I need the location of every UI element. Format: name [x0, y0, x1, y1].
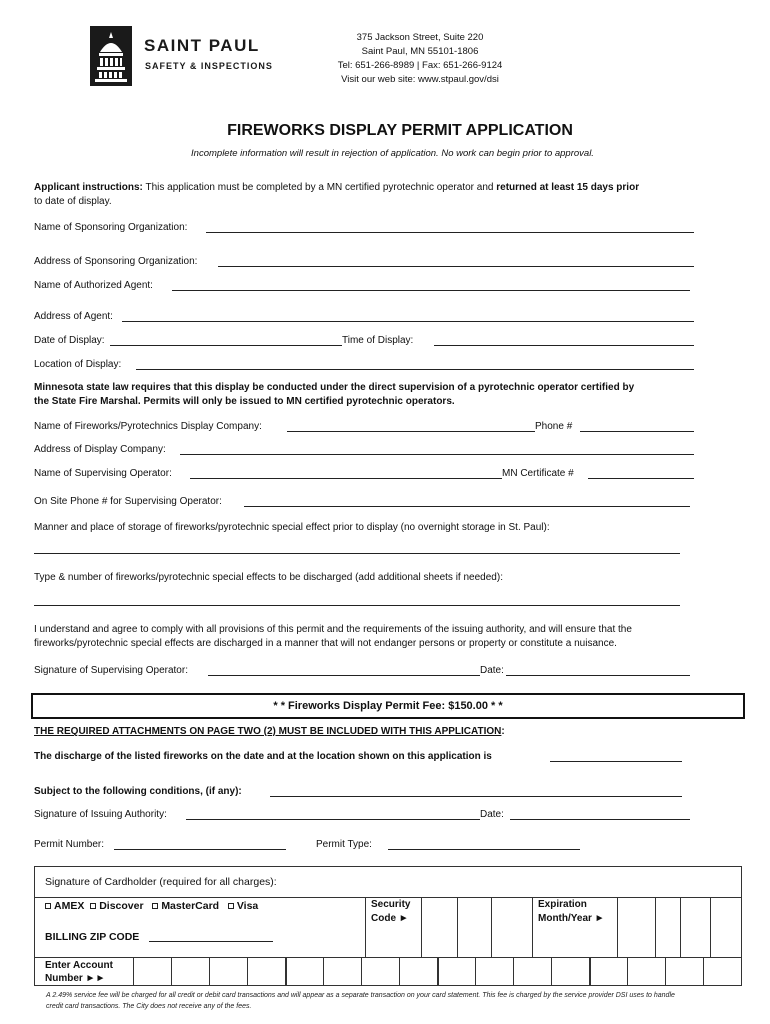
security-code-cell[interactable] [421, 897, 422, 957]
account-number-cell[interactable] [513, 957, 514, 985]
account-number-cell[interactable] [323, 957, 324, 985]
discharge-field[interactable] [550, 761, 682, 762]
company-address-field[interactable] [180, 454, 694, 455]
checkbox-icon [90, 903, 96, 909]
service-fee-footnote-2: credit card transactions. The City does not receive any of the fees. [46, 1003, 252, 1010]
company-name-field[interactable] [287, 431, 535, 432]
agent-name-label: Name of Authorized Agent: [34, 280, 153, 291]
sponsoring-addr-label: Address of Sponsoring Organization: [34, 256, 198, 267]
account-number-cell[interactable] [437, 957, 439, 985]
agreement-text: I understand and agree to comply with all provisions of this permit and the requirements of the issuing authority, and will ensure that the [34, 624, 632, 635]
agent-name-field[interactable] [172, 290, 690, 291]
cardholder-signature-label: Signature of Cardholder (required for all charges): [45, 876, 277, 888]
credit-card-box [34, 866, 742, 986]
type-number-field[interactable] [34, 605, 680, 606]
company-name-label: Name of Fireworks/Pyrotechnics Display Company: [34, 421, 262, 432]
account-number-cell[interactable] [133, 957, 134, 985]
sponsoring-addr-field[interactable] [218, 266, 694, 267]
address-line: 375 Jackson Street, Suite 220 [356, 32, 484, 43]
expiration-cell[interactable] [617, 897, 618, 957]
state-law-text: Minnesota state law requires that this display be conducted under the direct supervision of a pyrotechnic operator certified by [34, 382, 635, 393]
agent-addr-field[interactable] [122, 321, 694, 322]
permit-type-label: Permit Type: [316, 839, 372, 850]
mastercard-option[interactable] [152, 900, 219, 912]
expiration-label-2: Month/Year ► [538, 913, 605, 924]
sponsoring-org-label: Name of Sponsoring Organization: [34, 222, 188, 233]
location-display-field[interactable] [136, 369, 694, 370]
billing-zip-field[interactable] [149, 941, 273, 942]
sponsoring-org-field[interactable] [206, 232, 694, 233]
card-type-options [45, 899, 258, 913]
org-subtitle: SAFETY & INSPECTIONS [145, 61, 273, 71]
security-code-cell[interactable] [491, 897, 492, 957]
company-phone-label: Phone # [535, 421, 573, 432]
discover-option[interactable] [90, 900, 143, 912]
permit-number-field[interactable] [114, 849, 286, 850]
checkbox-icon [45, 903, 51, 909]
attachments-text: THE REQUIRED ATTACHMENTS ON PAGE TWO (2) MUST BE INCLUDED WITH THIS APPLICATION [34, 726, 502, 737]
account-number-cell[interactable] [285, 957, 287, 985]
account-number-cell[interactable] [665, 957, 666, 985]
company-address-label: Address of Display Company: [34, 444, 166, 455]
org-name: SAINT PAUL [144, 36, 260, 55]
divider [365, 897, 366, 957]
account-number-cell[interactable] [703, 957, 704, 985]
signature-operator-label: Signature of Supervising Operator: [34, 665, 188, 676]
visa-label: Visa [236, 900, 259, 912]
security-code-cell[interactable] [457, 897, 458, 957]
storage-label: Manner and place of storage of fireworks/pyrotechnic special effect prior to display (no overnight storage in St. Paul): [34, 522, 550, 533]
amex-option[interactable] [45, 900, 84, 912]
mn-cert-field[interactable] [588, 478, 694, 479]
attachments-notice [34, 725, 505, 739]
signature-operator-field[interactable] [208, 675, 480, 676]
type-number-label: Type & number of fireworks/pyrotechnic special effects to be discharged (add additional sheets if needed): [34, 572, 503, 583]
account-number-cell[interactable] [475, 957, 476, 985]
storage-field[interactable] [34, 553, 680, 554]
website-line: Visit our web site: www.stpaul.gov/dsi [341, 74, 499, 85]
security-code-label-2: Code ► [371, 913, 409, 924]
date-field[interactable] [506, 675, 690, 676]
mastercard-label: MasterCard [161, 900, 220, 912]
page-title: FIREWORKS DISPLAY PERMIT APPLICATION [227, 122, 573, 139]
conditions-field[interactable] [270, 796, 682, 797]
instructions-bold: returned at least 15 days prior [496, 182, 640, 193]
account-number-cell[interactable] [171, 957, 172, 985]
date-label-2: Date: [480, 809, 504, 820]
time-display-label: Time of Display: [342, 335, 414, 346]
mn-cert-label: MN Certificate # [502, 468, 574, 479]
operator-field[interactable] [190, 478, 502, 479]
time-display-field[interactable] [434, 345, 694, 346]
date-display-label: Date of Display: [34, 335, 105, 346]
account-number-cell[interactable] [627, 957, 628, 985]
agreement-text-2: fireworks/pyrotechnic special effects are discharged in a manner that will not endanger persons or property or constitute a nuisance. [34, 638, 617, 649]
divider [532, 897, 533, 957]
page-subtitle: Incomplete information will result in rejection of application. No work can begin prior to approval. [191, 148, 594, 159]
location-display-label: Location of Display: [34, 359, 122, 370]
instructions-text: This application must be completed by a MN certified pyrotechnic operator and [142, 182, 497, 193]
discover-label: Discover [99, 900, 144, 912]
account-number-cell[interactable] [361, 957, 362, 985]
permit-fee-box: * * Fireworks Display Permit Fee: $150.00 * * [31, 693, 745, 719]
permit-type-field[interactable] [388, 849, 580, 850]
state-law-text-2: the State Fire Marshal. Permits will only be issued to MN certified pyrotechnic operators. [34, 396, 455, 407]
account-number-cell[interactable] [209, 957, 210, 985]
billing-zip-label: BILLING ZIP CODE [45, 931, 140, 943]
permit-number-label: Permit Number: [34, 839, 105, 850]
service-fee-footnote: A 2.49% service fee will be charged for all credit or debit card transactions and will appear as a separate transaction on your card statement. This fee is charged by the service provider DSI uses to handle [46, 992, 675, 999]
expiration-cell[interactable] [655, 897, 656, 957]
checkbox-icon [228, 903, 234, 909]
checkbox-icon [152, 903, 158, 909]
divider [35, 957, 741, 958]
onsite-phone-label: On Site Phone # for Supervising Operator: [34, 496, 222, 507]
enter-account-label-2: Number ►► [45, 973, 106, 984]
date-label: Date: [480, 665, 504, 676]
visa-option[interactable] [228, 900, 258, 912]
account-number-cell[interactable] [551, 957, 552, 985]
date-display-field[interactable] [110, 345, 342, 346]
expiration-cell[interactable] [710, 897, 711, 957]
expiration-label: Expiration [538, 899, 587, 910]
conditions-label: Subject to the following conditions, (if any): [34, 786, 242, 797]
account-number-cell[interactable] [589, 957, 591, 985]
phone-fax-line: Tel: 651-266-8989 | Fax: 651-266-9124 [337, 60, 503, 71]
instructions-text-2: to date of display. [34, 196, 112, 207]
company-phone-field[interactable] [580, 431, 694, 432]
account-number-cell[interactable] [399, 957, 400, 985]
instructions-label: Applicant instructions: [34, 182, 143, 193]
address-line: Saint Paul, MN 55101-1806 [361, 46, 479, 57]
saint-paul-logo [90, 26, 132, 86]
date-field-2[interactable] [510, 819, 690, 820]
account-number-cell[interactable] [247, 957, 248, 985]
sig-issuing-field[interactable] [186, 819, 480, 820]
discharge-label: The discharge of the listed fireworks on the date and at the location shown on this application is [34, 751, 492, 762]
operator-label: Name of Supervising Operator: [34, 468, 172, 479]
attachments-colon: : [501, 726, 505, 737]
agent-addr-label: Address of Agent: [34, 311, 113, 322]
sig-issuing-label: Signature of Issuing Authority: [34, 809, 167, 820]
expiration-cell[interactable] [680, 897, 681, 957]
amex-label: AMEX [54, 900, 85, 912]
capitol-dome-icon [90, 26, 132, 86]
onsite-phone-field[interactable] [244, 506, 690, 507]
security-code-label: Security [371, 899, 411, 910]
applicant-instructions [34, 181, 639, 195]
enter-account-label: Enter Account [45, 960, 113, 971]
